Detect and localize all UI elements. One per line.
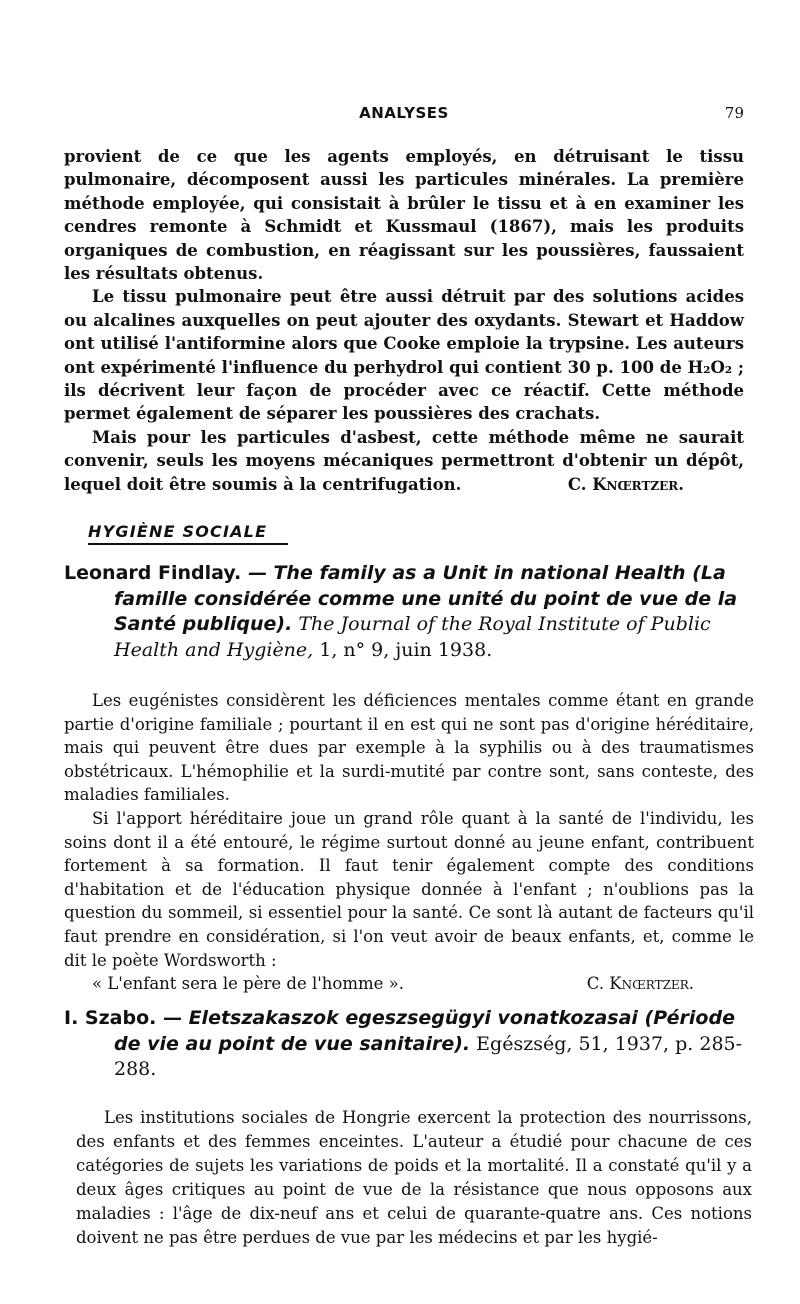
entry-title: The family as a Unit in national Health (La famille considérée comme une unité du point de vue de la Santé publique). (114, 562, 738, 635)
entry-citation: Egészség, 51, 1937, p. 285-288. (114, 1032, 743, 1080)
paragraph (64, 972, 754, 996)
entry-dash: — (156, 1007, 189, 1029)
running-head (64, 104, 744, 128)
paragraph: Si l'apport héréditaire joue un grand rôle quant à la santé de l'individu, les soins dont il a été entouré, le régime surtout donné au jeune enfant, contribuent fortement à sa formation. Il faut tenir également compte des conditions d'habitation et de l'éducation physique donnée à l'enfant ; n'oublions pas la question du sommeil, si essentiel pour la santé. Ce sont là autant de facteurs qu'il faut prendre en considération, si l'on veut avoir de beaux enfants, et, comme le dit le poète Wordsworth : (64, 808, 754, 970)
entry-journal: The Journal of the Royal Institute of Public Health and Hygiène, (114, 613, 711, 661)
paragraph: Le tissu pulmonaire peut être aussi détruit par des solutions acides ou alcalines auxquelles on peut ajouter des oxydants. Stewart et Haddow ont utilisé l'antiformine alors que Cooke emploie la trypsine. Les auteurs ont expérimenté l'influence du perhydrol qui contient 30 p. 100 de H₂O₂ ; ils décrivent leur façon de procéder avec ce réactif. Cette méthode permet également de séparer les poussières des crachats. (64, 287, 744, 424)
entry-title: Eletszakaszok egeszsegügyi vonatkozasai (Période de vie au point de vue sanitaire). (114, 1007, 735, 1055)
entry-dash: — (241, 562, 274, 584)
page-number: 79 (724, 104, 744, 122)
entry-author: Leonard Findlay. (64, 562, 242, 584)
section-3-text (76, 1106, 752, 1250)
signature: C. Knœrtzer. (567, 474, 684, 494)
signature: C. Knœrtzer. (586, 974, 694, 994)
running-head-title: ANALYSES (359, 104, 449, 122)
entry-author: I. Szabo. (64, 1007, 157, 1029)
paragraph-text: Mais pour les particules d'asbest, cette méthode même ne saurait convenir, seuls les moyens mécaniques permettront d'obtenir un dépôt, lequel doit être soumis à la centrifugation. (64, 427, 744, 494)
paragraph: provient de ce que les agents employés, en détruisant le tissu pulmonaire, décomposent aussi les particules minérales. La première méthode employée, qui consistait à brûler le tissu et à en examiner les cendres remonte à Schmidt et Kussmaul (1867), mais les produits organiques de combustion, en réagissant sur les poussières, faussaient les résultats obtenus. (64, 147, 744, 284)
paragraph (64, 426, 744, 496)
section-heading: HYGIÈNE SOCIALE (88, 522, 288, 545)
paragraph: Les eugénistes considèrent les déficiences mentales comme étant en grande partie d'origine familiale ; pourtant il en est qui ne sont pas d'origine héréditaire, mais qui peuvent être dues par exemple à la syphilis ou à des traumatismes obstétricaux. L'hémophilie et la surdi-mutité par contre sont, sans conteste, des maladies familiales. (64, 691, 754, 805)
paragraph: Les institutions sociales de Hongrie exercent la protection des nourrissons, des enfants et des femmes enceintes. L'auteur a étudié pour chacune de ces catégories de sujets les variations de poids et la mortalité. Il a constaté qu'il y a deux âges critiques au point de vue de la résistance que nous opposons aux maladies : l'âge de dix-neuf ans et celui de quarante-quatre ans. Ces notions doivent ne pas être perdues de vue par les médecins et par les hygié- (76, 1108, 752, 1247)
section-2-text (64, 689, 754, 996)
quote-text: « L'enfant sera le père de l'homme ». (92, 974, 404, 994)
bibliographic-entry (64, 1006, 754, 1083)
bibliographic-entry (64, 561, 754, 663)
entry-citation: 1, n° 9, juin 1938. (313, 638, 493, 661)
section-1-text (64, 145, 744, 496)
